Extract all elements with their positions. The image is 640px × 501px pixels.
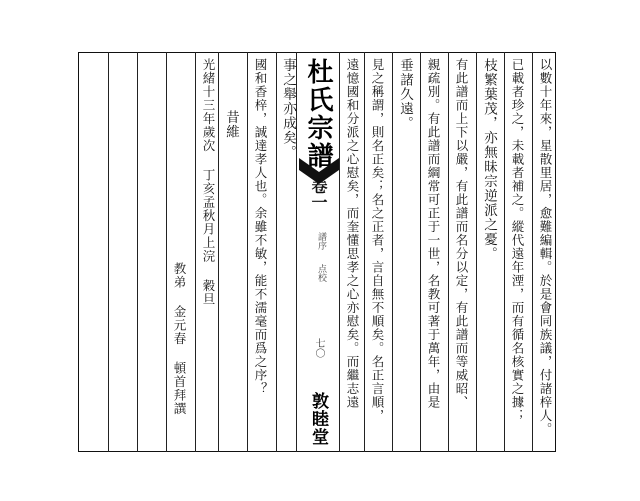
center-rule-right	[339, 52, 340, 452]
text-column: 國和香梓，誠達孝人也。余雖不敏，能不濡毫而爲之序？	[253, 58, 268, 396]
signature-column: 教弟 金元春 頓首拜譔	[172, 262, 187, 416]
column-rule	[532, 52, 533, 452]
hall-name: 敦睦堂	[308, 392, 328, 446]
text-column: 以數十年來，星散里居，愈難編輯。於是會同族議，付諸梓人。	[538, 58, 553, 436]
date-column: 光緒十三年歲次 丁亥孟秋月上浣 穀旦	[201, 58, 216, 306]
column-rule	[476, 52, 477, 452]
column-rule	[247, 52, 248, 452]
text-column: 有此譜而上下以嚴，有此譜而名分以定，有此譜而等威昭、	[454, 58, 469, 409]
text-column: 已載者珍之，未載者補之。縱代遠年湮，而有循名核實之據；	[510, 58, 525, 423]
column-rule	[448, 52, 449, 452]
text-column: 親疏別。有此譜而綱常可正于一世，名教可著于萬年，由是	[426, 58, 441, 409]
text-column: 遠憶國和分派之心慰矣，而奎懂思孝之心亦慰矣。而繼志遠	[345, 58, 360, 409]
column-rule	[504, 52, 505, 452]
text-column: 事之舉亦成矣。	[280, 58, 296, 160]
column-rule	[137, 52, 138, 452]
column-rule	[166, 52, 167, 452]
section-label: 譜序	[316, 232, 326, 250]
page-number: 七〇	[313, 338, 324, 358]
column-rule	[195, 52, 196, 452]
column-rule	[108, 52, 109, 452]
punctuation-note: 点校	[316, 264, 326, 282]
text-column: 昔維	[223, 110, 239, 139]
text-column: 垂諸久遠。	[397, 58, 413, 131]
text-column: 見之稱謂，則名正矣；名之正者，言自無不順矣。名正言順，	[370, 58, 385, 423]
text-column: 枝繁葉茂，亦無昧宗逆派之憂。	[481, 58, 497, 261]
column-rule	[420, 52, 421, 452]
volume-label: 卷一	[309, 178, 328, 210]
column-rule	[364, 52, 365, 452]
book-title: 杜氏宗譜	[303, 58, 333, 170]
column-rule	[392, 52, 393, 452]
